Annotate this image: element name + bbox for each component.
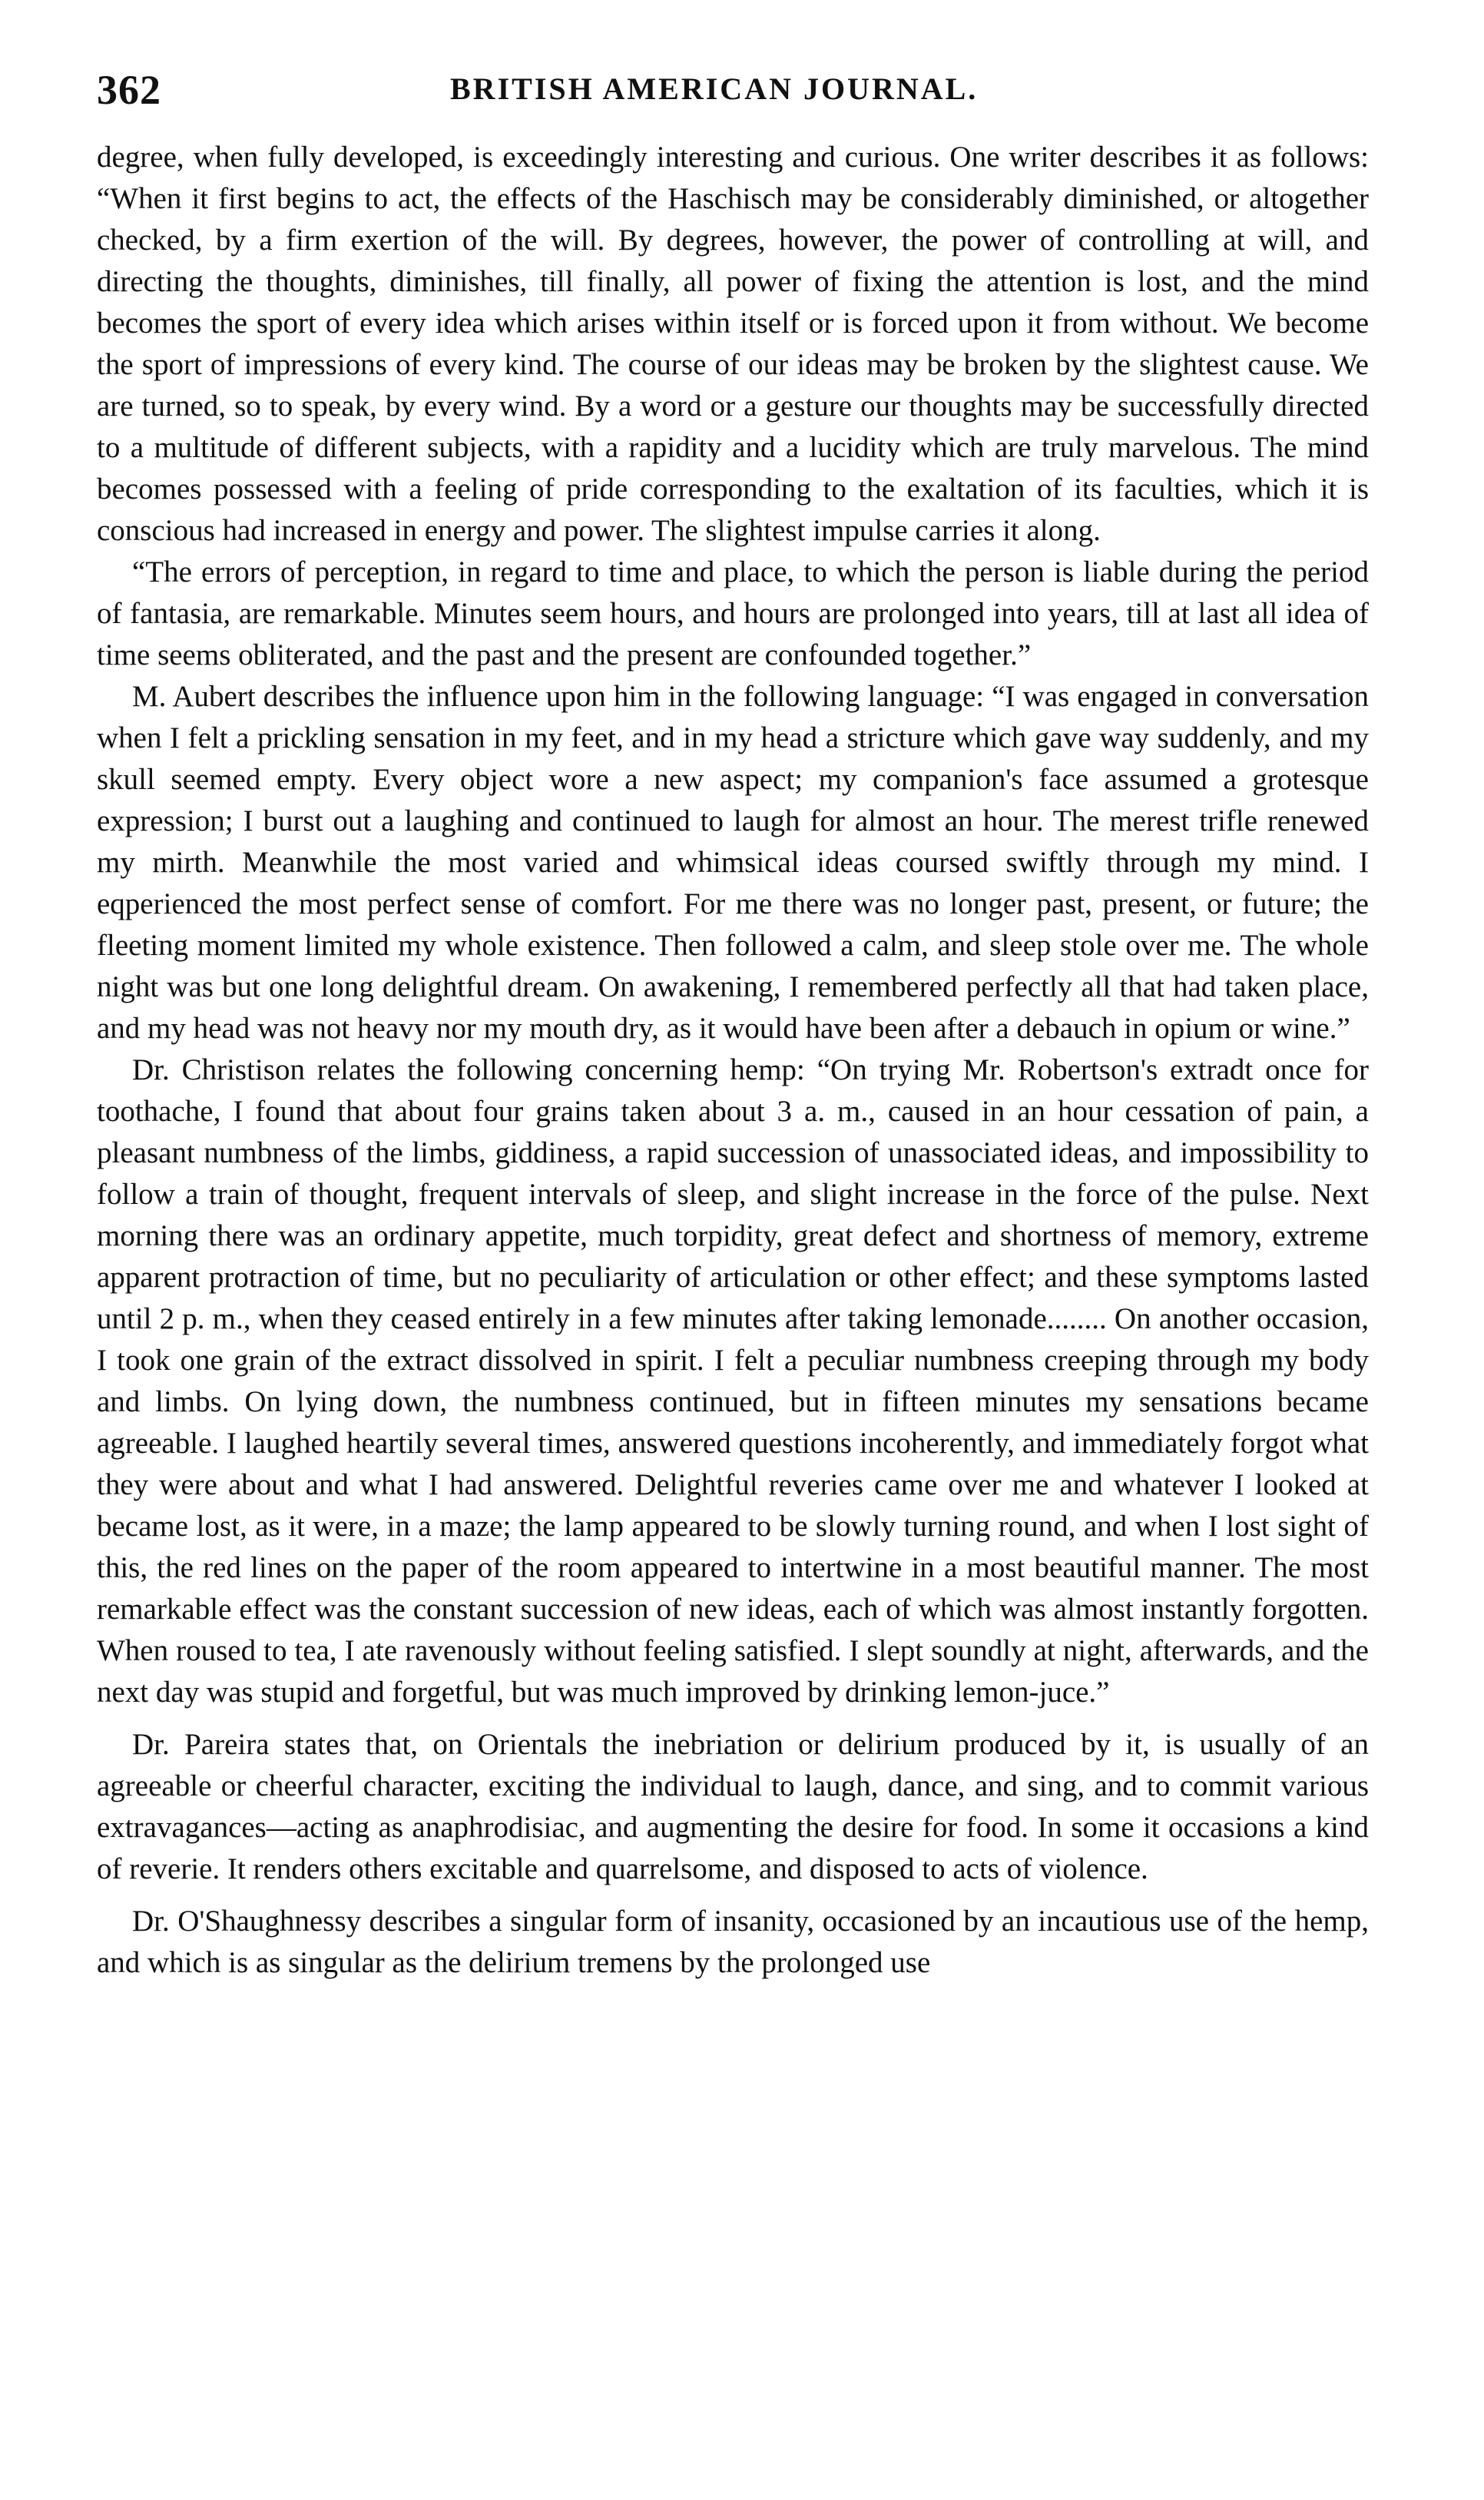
- paragraph-haschisch-description: degree, when fully developed, is exceedingly interesting and curious. One writer describes it as follows: “When it first begins to act, the effects of the Haschisch may be considerably diminished, or altogether checked, by a firm exertion of the will. By degrees, however, the power of controlling at will, and directing the thoughts, diminishes, till finally, all power of fixing the attention is lost, and the mind becomes the sport of every idea which arises within itself or is forced upon it from without. We become the sport of impressions of every kind. The course of our ideas may be broken by the slightest cause. We are turned, so to speak, by every wind. By a word or a gesture our thoughts may be successfully directed to a multitude of different subjects, with a rapidity and a lucidity which are truly marvelous. The mind becomes possessed with a feeling of pride corresponding to the exaltation of its faculties, which it is conscious had increased in energy and power. The slightest impulse carries it along.: [97, 141, 1369, 547]
- page-header: [97, 60, 1369, 129]
- paragraph-oshaughnessy: Dr. O'Shaughnessy describes a singular form of insanity, occasioned by an incautious use of the hemp, and which is as singular as the delirium tremens by the prolonged use: [97, 1905, 1369, 1979]
- page-number: 362: [97, 67, 161, 113]
- paragraph-errors-of-perception: “The errors of perception, in regard to time and place, to which the person is liable during the period of fantasia, are remarkable. Minutes seem hours, and hours are prolonged into years, till at last all idea of time seems obliterated, and the past and the present are confounded together.”: [97, 555, 1369, 671]
- paragraph-aubert: M. Aubert describes the influence upon him in the following language: “I was engaged in conversation when I felt a prickling sensation in my feet, and in my head a stricture which gave way suddenly, and my skull seemed empty. Every object wore a new aspect; my companion's face assumed a grotesque expression; I burst out a laughing and continued to laugh for almost an hour. The merest trifle renewed my mirth. Meanwhile the most varied and whimsical ideas coursed swiftly through my mind. I eqperienced the most perfect sense of comfort. For me there was no longer past, present, or future; the fleeting moment limited my whole existence. Then followed a calm, and sleep stole over me. The whole night was but one long delightful dream. On awakening, I remembered perfectly all that had taken place, and my head was not heavy nor my mouth dry, as it would have been after a debauch in opium or wine.”: [97, 680, 1369, 1045]
- running-head: BRITISH AMERICAN JOURNAL.: [450, 71, 979, 106]
- article-body: [97, 137, 1369, 1984]
- paragraph-pareira: Dr. Pareira states that, on Orientals the inebriation or delirium produced by it, is usually of an agreeable or cheerful character, exciting the individual to laugh, dance, and sing, and to commit various extravagances—acting as anaphrodisiac, and augmenting the desire for food. In some it occasions a kind of reverie. It renders others excitable and quarrelsome, and disposed to acts of violence.: [97, 1728, 1369, 1885]
- paragraph-christison: Dr. Christison relates the following concerning hemp: “On trying Mr. Robertson's extradt once for toothache, I found that about four grains taken about 3 a. m., caused in an hour cessation of pain, a pleasant numbness of the limbs, giddiness, a rapid succession of unassociated ideas, and impossibility to follow a train of thought, frequent intervals of sleep, and slight increase in the force of the pulse. Next morning there was an ordinary appetite, much torpidity, great defect and shortness of memory, extreme apparent protraction of time, but no peculiarity of articulation or other effect; and these symptoms lasted until 2 p. m., when they ceased entirely in a few minutes after taking lemonade........ On another occasion, I took one grain of the extract dissolved in spirit. I felt a peculiar numbness creeping through my body and limbs. On lying down, the numbness continued, but in fifteen minutes my sensations became agreeable. I laughed heartily several times, answered questions incoherently, and immediately forgot what they were about and what I had answered. Delightful reveries came over me and whatever I looked at became lost, as it were, in a maze; the lamp appeared to be slowly turning round, and when I lost sight of this, the red lines on the paper of the room appeared to intertwine in a most beautiful manner. The most remarkable effect was the constant succession of new ideas, each of which was almost instantly forgotten. When roused to tea, I ate ravenously without feeling satisfied. I slept soundly at night, afterwards, and the next day was stupid and forgetful, but was much improved by drinking lemon-juce.”: [97, 1053, 1369, 1709]
